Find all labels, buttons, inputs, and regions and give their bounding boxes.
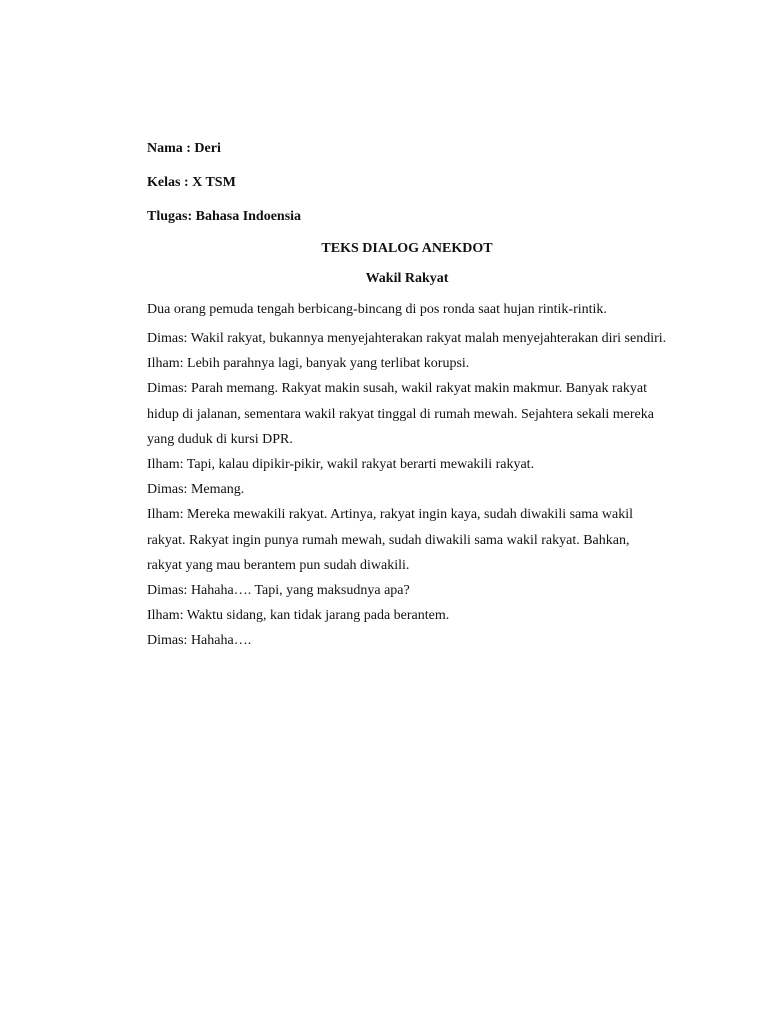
dialog-line: Dimas: Wakil rakyat, bukannya menyejahterakan rakyat malah menyejahterakan diri sendiri.: [147, 331, 667, 346]
student-class: Kelas : X TSM: [147, 175, 236, 190]
document-content: [147, 140, 667, 654]
dialog-line: Ilham: Mereka mewakili rakyat. Artinya, rakyat ingin kaya, sudah diwakili sama wakil rakyat. Rakyat ingin punya rumah mewah, sudah diwakili sama wakil rakyat. Bahkan, rakyat yang mau berantem pun sudah diwakili.: [147, 507, 633, 573]
dialog-line: Ilham: Lebih parahnya lagi, banyak yang terlibat korupsi.: [147, 356, 470, 372]
student-name: Nama : Deri: [147, 141, 221, 156]
dialog-line: Dimas: Hahaha…. Tapi, yang maksudnya apa?: [147, 583, 410, 599]
intro-paragraph: Dua orang pemuda tengah berbicang-bincang di pos ronda saat hujan rintik-rintik.: [147, 302, 607, 317]
dialog-block: [147, 326, 667, 654]
dialog-line: Ilham: Waktu sidang, kan tidak jarang pada berantem.: [147, 608, 450, 624]
document-subtitle: Wakil Rakyat: [365, 271, 449, 286]
dialog-line: Ilham: Tapi, kalau dipikir-pikir, wakil rakyat berarti mewakili rakyat.: [147, 457, 535, 473]
document-title: TEKS DIALOG ANEKDOT: [321, 241, 493, 256]
dialog-line: Dimas: Parah memang. Rakyat makin susah, wakil rakyat makin makmur. Banyak rakyat hidup di jalanan, sementara wakil rakyat tinggal di rumah mewah. Sejahtera sekali mereka yang duduk di kursi DPR.: [147, 381, 654, 447]
assignment-subject: Tlugas: Bahasa Indoensia: [147, 209, 302, 224]
dialog-line: Dimas: Hahaha….: [147, 633, 252, 649]
dialog-line: Dimas: Memang.: [147, 482, 245, 498]
